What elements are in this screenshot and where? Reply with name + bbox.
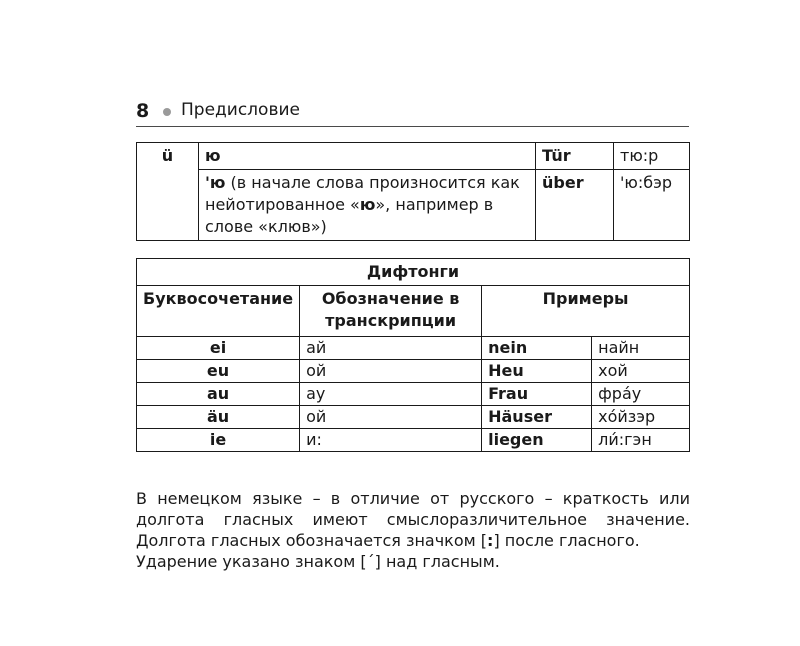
table-title-row	[137, 259, 690, 286]
example-word: liegen	[482, 429, 592, 452]
table-row	[137, 429, 690, 452]
transcription-cell: ой	[300, 406, 482, 429]
length-note-end: ] после гласного.	[493, 531, 640, 550]
example-word: Häuser	[482, 406, 592, 429]
combo-cell: eu	[137, 360, 300, 383]
example-word: nein	[482, 337, 592, 360]
column-header: Буквосочетание	[137, 286, 300, 337]
pronunciation-cell: хо́йзэр	[592, 406, 690, 429]
sound-cell: ю	[199, 143, 536, 170]
table-row	[137, 383, 690, 406]
transcription-cell: ой	[300, 360, 482, 383]
transcription-cell: ау	[300, 383, 482, 406]
table-title: Дифтонги	[137, 259, 690, 286]
sound-text: (в начале слова произносится как нейотированное «	[205, 173, 520, 214]
transcription-cell: и:	[300, 429, 482, 452]
example-word: Tür	[536, 143, 614, 170]
explanation-paragraph	[136, 488, 690, 572]
combo-cell: ei	[137, 337, 300, 360]
example-word: Heu	[482, 360, 592, 383]
combo-cell: ie	[137, 429, 300, 452]
diphthong-table	[136, 258, 690, 452]
sound-bold: 'ю	[205, 173, 226, 192]
stress-note: Ударение указано знаком [´] над гласным.	[136, 552, 500, 571]
vowel-table	[136, 142, 690, 241]
table-row	[137, 406, 690, 429]
combo-cell: äu	[137, 406, 300, 429]
pronunciation-cell: фра́у	[592, 383, 690, 406]
transcription-cell: 'ю:бэр	[614, 170, 690, 241]
length-note-text: В немецком языке – в отличие от русского – краткость или долгота гласных имеют смыслоразличительное значение. Долгота гласных обозначается значком [	[136, 489, 690, 550]
table-row	[137, 337, 690, 360]
example-word: Frau	[482, 383, 592, 406]
transcription-cell: тю:р	[614, 143, 690, 170]
pronunciation-cell: хой	[592, 360, 690, 383]
pronunciation-cell: найн	[592, 337, 690, 360]
bullet-icon	[163, 108, 171, 116]
vowel-letter: ü	[137, 143, 199, 241]
transcription-cell: ай	[300, 337, 482, 360]
table-header-row	[137, 286, 690, 337]
column-header: Обозначение в транскрипции	[300, 286, 482, 337]
page-header	[136, 98, 689, 127]
combo-cell: au	[137, 383, 300, 406]
sound-text-end: », например в слове «клюв»)	[205, 195, 494, 236]
length-mark: :	[487, 531, 494, 550]
sound-cell	[199, 170, 536, 241]
sound-bold-inline: ю	[359, 195, 376, 214]
pronunciation-cell: ли́:гэн	[592, 429, 690, 452]
table-row	[137, 170, 690, 241]
page-number: 8	[136, 100, 150, 122]
column-header: Примеры	[482, 286, 690, 337]
section-title: Предисловие	[181, 100, 300, 120]
table-row	[137, 360, 690, 383]
example-word: über	[536, 170, 614, 241]
table-row	[137, 143, 690, 170]
length-note	[136, 488, 690, 551]
